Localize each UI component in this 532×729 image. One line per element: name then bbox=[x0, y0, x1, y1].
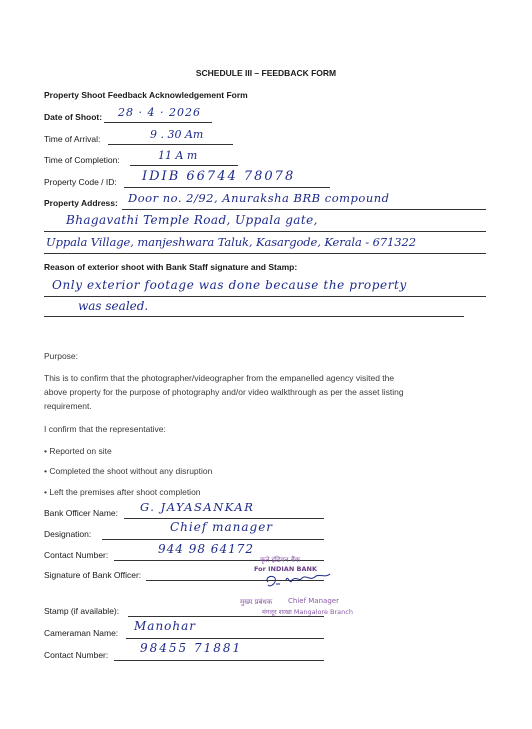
property-code-line bbox=[124, 187, 330, 188]
designation-value: Chief manager bbox=[170, 520, 274, 534]
address-value-2: Bhagavathi Temple Road, Uppala gate, bbox=[66, 213, 318, 227]
time-of-arrival-label: Time of Arrival: bbox=[44, 134, 101, 144]
time-of-completion-label: Time of Completion: bbox=[44, 155, 120, 165]
bullet-completed: • Completed the shoot without any disruption bbox=[44, 466, 213, 476]
bank-contact-label: Contact Number: bbox=[44, 550, 109, 560]
cameraman-contact-line bbox=[114, 660, 324, 661]
purpose-paragraph-line-2: above property for the purpose of photography and/or video walkthrough as per the asset listing bbox=[44, 387, 404, 397]
address-value-3: Uppala Village, manjeshwara Taluk, Kasargode, Kerala - 671322 bbox=[46, 235, 416, 249]
time-of-arrival-value: 9 . 30 Am bbox=[150, 128, 204, 141]
bullet-reported: • Reported on site bbox=[44, 446, 112, 456]
time-of-arrival-line bbox=[108, 144, 233, 145]
stamp-label: Stamp (if available): bbox=[44, 606, 120, 616]
reason-label: Reason of exterior shoot with Bank Staff signature and Stamp: bbox=[44, 262, 298, 272]
purpose-paragraph-line-3: requirement. bbox=[44, 401, 92, 411]
property-address-label: Property Address: bbox=[44, 198, 118, 208]
cameraman-contact-value: 98455 71881 bbox=[140, 641, 243, 655]
stamp-hindi-top: कृते इंडियन बैंक bbox=[260, 556, 301, 564]
address-value-1: Door no. 2/92, Anuraksha BRB compound bbox=[128, 191, 390, 205]
reason-value-1: Only exterior footage was done because the property bbox=[52, 278, 407, 292]
cameraman-name-value: Manohar bbox=[134, 619, 197, 633]
officer-signature bbox=[262, 570, 334, 594]
reason-value-2: was sealed. bbox=[78, 299, 149, 313]
stamp-english-top: For INDIAN BANK bbox=[254, 565, 317, 573]
stamp-line bbox=[128, 616, 324, 617]
address-line-2 bbox=[44, 231, 486, 232]
reason-line-2 bbox=[44, 316, 464, 317]
bank-officer-name-label: Bank Officer Name: bbox=[44, 508, 119, 518]
reason-line-1 bbox=[44, 296, 486, 297]
address-line-3 bbox=[44, 253, 486, 254]
purpose-heading: Purpose: bbox=[44, 351, 79, 361]
stamp-hindi-bottom: मुख्य प्रबंधक bbox=[240, 598, 273, 606]
cameraman-name-label: Cameraman Name: bbox=[44, 628, 119, 638]
signature-label: Signature of Bank Officer: bbox=[44, 570, 142, 580]
form-title: SCHEDULE III – FEEDBACK FORM bbox=[195, 68, 337, 78]
cameraman-name-line bbox=[126, 638, 324, 639]
address-line-1 bbox=[122, 209, 486, 210]
date-of-shoot-value: 28 · 4 · 2026 bbox=[118, 106, 201, 119]
confirm-intro: I confirm that the representative: bbox=[44, 424, 166, 434]
form-subtitle: Property Shoot Feedback Acknowledgement Form bbox=[44, 90, 248, 100]
property-code-value: IDIB 66744 78078 bbox=[142, 169, 296, 184]
stamp-english-bottom: Chief Manager bbox=[288, 597, 339, 605]
date-of-shoot-label: Date of Shoot: bbox=[44, 112, 103, 122]
property-code-label: Property Code / ID: bbox=[44, 177, 117, 187]
stamp-branch: मंगलूर शाखा Mangalore Branch bbox=[262, 608, 353, 616]
designation-label: Designation: bbox=[44, 529, 92, 539]
bank-contact-value: 944 98 64172 bbox=[158, 542, 254, 556]
bullet-left: • Left the premises after shoot completion bbox=[44, 487, 201, 497]
time-of-completion-value: 11 A m bbox=[158, 149, 198, 162]
date-of-shoot-line bbox=[104, 122, 212, 123]
bank-officer-name-value: G. JAYASANKAR bbox=[140, 500, 255, 514]
bank-officer-name-line bbox=[124, 518, 324, 519]
time-of-completion-line bbox=[130, 165, 238, 166]
cameraman-contact-label: Contact Number: bbox=[44, 650, 109, 660]
purpose-paragraph-line-1: This is to confirm that the photographer/videographer from the empanelled agency visited the bbox=[44, 373, 395, 383]
designation-line bbox=[102, 539, 324, 540]
